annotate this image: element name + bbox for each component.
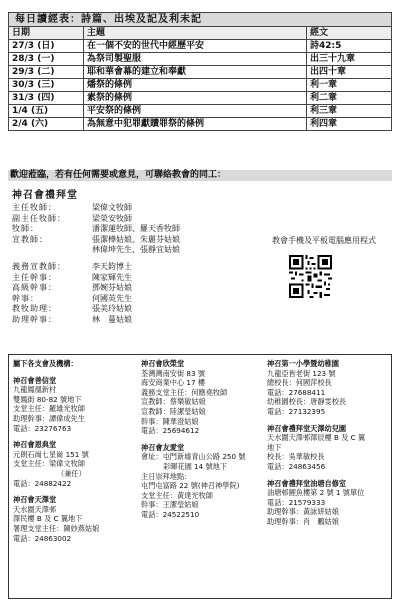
welcome-banner: 歡迎蒞臨，若有任何需要或意見，可聯絡教會的同工： xyxy=(8,170,392,181)
staff-names: 梁偉文牧師 xyxy=(92,203,132,212)
branch-detail: 署理支堂主任：陳妙燕姑娘 xyxy=(13,523,100,533)
staff-names: 林偉坤先生、張靜宜姑娘 xyxy=(92,245,180,255)
branch-name: 神召會天澤堂 xyxy=(13,495,57,505)
row-topic: 為祭司製聖服 xyxy=(84,53,307,66)
reading-header-row xyxy=(9,27,392,40)
row-topic: 在一個不安的世代中經歷平安 xyxy=(84,40,307,53)
branch-detail: 支堂主任：黃達光牧師 xyxy=(141,490,213,500)
row-topic: 耶和華會幕的建立和奉獻 xyxy=(84,66,307,79)
branch-name: 神召會善信堂 xyxy=(13,375,57,385)
staff-role: 高級幹事： xyxy=(12,283,57,293)
branch-detail: 會址：屯門新墟青山公路 250 號 xyxy=(141,452,246,462)
staff-names: 潘潔蓮牧師、羅天香牧師 xyxy=(92,224,180,234)
directory-column xyxy=(141,359,263,520)
table-row xyxy=(9,53,392,66)
branch-detail: 助理幹事：肖 鵬姑娘 xyxy=(267,516,339,526)
staff-names: 張潔樺姑娘、朱麗芬姑娘 xyxy=(92,234,180,244)
row-ref: 利一章 xyxy=(307,79,392,92)
directory-heading: 屬下各支會及機構： xyxy=(13,359,78,368)
branch-detail: 總校長：何國萍校長 xyxy=(267,378,332,388)
branch-phone: 電話：25694612 xyxy=(141,426,200,436)
branch-phone: 電話：23276763 xyxy=(13,423,72,433)
header-ref: 經文 xyxy=(307,27,392,40)
staff-names: 張美玲姑娘 xyxy=(92,304,132,314)
staff-role: 教牧助理： xyxy=(12,304,57,314)
row-ref: 利三章 xyxy=(307,105,392,118)
row-date: 27/3 (日) xyxy=(9,40,84,53)
staff-row xyxy=(12,214,272,225)
branch-detail: 天水圍天澤邨 xyxy=(13,504,57,514)
row-topic: 素祭的條例 xyxy=(84,92,307,105)
row-date: 29/3 (二) xyxy=(9,66,84,79)
staff-list xyxy=(12,203,272,326)
staff-row xyxy=(12,224,272,235)
branch-detail: 支堂主任：梁偉文牧師 xyxy=(13,459,85,469)
staff-row xyxy=(12,273,272,284)
branch-detail: 幹事：王潔瑩姑娘 xyxy=(141,500,199,510)
staff-role: 幹事： xyxy=(12,293,39,303)
table-row xyxy=(9,92,392,105)
branch-name: 神召會禮拜堂油塘自修室 xyxy=(267,478,347,488)
table-row xyxy=(9,40,392,53)
row-ref: 出四十章 xyxy=(307,66,392,79)
branch-detail: 主日崇拜地點： xyxy=(141,471,192,481)
branch-detail: 屯門屯富路 22 號(神召神學院) xyxy=(141,481,240,491)
staff-row xyxy=(12,262,272,273)
branch-detail: 助理幹事：黃詠妍姑娘 xyxy=(267,507,339,517)
reading-plan xyxy=(8,12,392,131)
branch-detail: 宣教師：蔡樂敏姑娘 xyxy=(141,397,206,407)
staff-role: 助理幹事： xyxy=(12,314,57,324)
branch-detail: 校長：吳華敏校長 xyxy=(267,452,325,462)
branch-detail: 彩暉花園 14 號地下 xyxy=(163,461,228,471)
row-ref: 利四章 xyxy=(307,118,392,131)
branch-name: 神召會欣榮堂 xyxy=(141,359,185,368)
branch-detail: 九龍鳳凰新村 xyxy=(13,385,57,395)
qr-code-icon[interactable] xyxy=(289,255,332,298)
branch-name: 神召會禮拜堂天澤幼兒園 xyxy=(267,423,347,433)
branch-detail: 幹事：陳華澄姑娘 xyxy=(141,416,199,426)
affiliates-directory xyxy=(8,354,392,599)
branch-phone: 電話：21579333 xyxy=(267,497,326,507)
branch-name: 神召會友愛堂 xyxy=(141,442,185,452)
branch-phone: 電話：24863002 xyxy=(13,533,72,543)
staff-names: 陳家輝先生 xyxy=(92,272,132,282)
branch-name: 神召第一小學暨幼稚園 xyxy=(267,359,339,368)
staff-names: 何國英先生 xyxy=(92,293,132,303)
branch-phone: 電話：27688411 xyxy=(267,387,326,397)
branch-detail: 宣教師：陸潔瑩姑娘 xyxy=(141,406,206,416)
staff-role: 副主任牧師： xyxy=(12,213,66,223)
branch-detail: （兼任） xyxy=(57,468,86,478)
staff-names: 鄧婉芬姑娘 xyxy=(92,283,132,293)
row-date: 1/4 (五) xyxy=(9,105,84,118)
branch-phone: 電話：27132395 xyxy=(267,406,326,416)
app-label: 教會手機及平板電腦應用程式 xyxy=(272,236,376,245)
table-row xyxy=(9,105,392,118)
table-row xyxy=(9,79,392,92)
staff-row xyxy=(12,283,272,294)
staff-names: 林 蔓姑娘 xyxy=(92,314,132,324)
branch-phone: 電話：24522510 xyxy=(141,509,200,519)
staff-role: 主任牧師： xyxy=(12,203,57,212)
staff-role: 宣教師： xyxy=(12,234,48,244)
row-topic: 燔祭的條例 xyxy=(84,79,307,92)
row-topic: 平安祭的條例 xyxy=(84,105,307,118)
staff-row xyxy=(12,245,272,256)
staff-role: 主任幹事： xyxy=(12,272,57,282)
staff-row xyxy=(12,315,272,326)
branch-detail: 荃灣灣南安街 83 號 xyxy=(141,368,206,378)
staff-role: 義務宣教師： xyxy=(12,261,66,271)
staff-names: 李天鈞博士 xyxy=(92,261,132,271)
staff-role xyxy=(12,245,92,256)
branch-detail: 海安商業中心 17 樓 xyxy=(141,378,206,388)
staff-names: 梁榮安牧師 xyxy=(92,213,132,223)
church-name: 神召會禮拜堂 xyxy=(12,190,78,201)
staff-role: 牧師： xyxy=(12,224,39,234)
branch-detail: 幼稚園校長：唐靜雯校長 xyxy=(267,397,347,407)
row-ref: 出三十九章 xyxy=(307,53,392,66)
branch-phone: 電話：24882422 xyxy=(13,478,72,488)
staff-row xyxy=(12,294,272,305)
staff-row xyxy=(12,203,272,214)
staff-row xyxy=(12,304,272,315)
branch-name: 神召會恩典堂 xyxy=(13,440,57,450)
row-topic: 為無意中犯罪獻贖罪祭的條例 xyxy=(84,118,307,131)
table-row xyxy=(9,118,392,131)
branch-detail: 助理幹事：譚偉成先生 xyxy=(13,413,85,423)
branch-detail: 支堂主任：羅雄光牧師 xyxy=(13,404,85,414)
row-date: 2/4 (六) xyxy=(9,118,84,131)
branch-detail: 九龍亞皆老街 123 號 xyxy=(267,368,336,378)
branch-detail: 澤民樓 B 及 C 翼地下 xyxy=(13,514,83,524)
branch-detail: 元朗石崗七星崗 151 號 xyxy=(13,449,89,459)
staff-row xyxy=(12,235,272,246)
row-date: 30/3 (三) xyxy=(9,79,84,92)
table-row xyxy=(9,66,392,79)
branch-detail: 義務支堂主任：何應堯牧師 xyxy=(141,387,228,397)
header-topic: 主題 xyxy=(84,27,307,40)
branch-detail: 雙鳳街 80-82 號地下 xyxy=(13,394,82,404)
branch-detail: 油塘邨鯉魚樓第 2 號 1 號單位 xyxy=(267,488,365,498)
directory-column xyxy=(13,359,137,543)
reading-plan-title: 每日讀經表：詩篇、出埃及記及利未記 xyxy=(8,12,392,26)
row-ref: 利二章 xyxy=(307,92,392,105)
branch-detail: 天水圍天澤邨澤辰樓 B 及 C 翼 xyxy=(267,433,366,443)
branch-detail: 地下 xyxy=(267,442,282,452)
row-ref: 詩42:5 xyxy=(307,40,392,53)
header-date: 日期 xyxy=(9,27,84,40)
row-date: 31/3 (四) xyxy=(9,92,84,105)
row-date: 28/3 (一) xyxy=(9,53,84,66)
branch-phone: 電話：24863456 xyxy=(267,461,326,471)
reading-table xyxy=(8,26,392,131)
directory-column xyxy=(267,359,389,527)
